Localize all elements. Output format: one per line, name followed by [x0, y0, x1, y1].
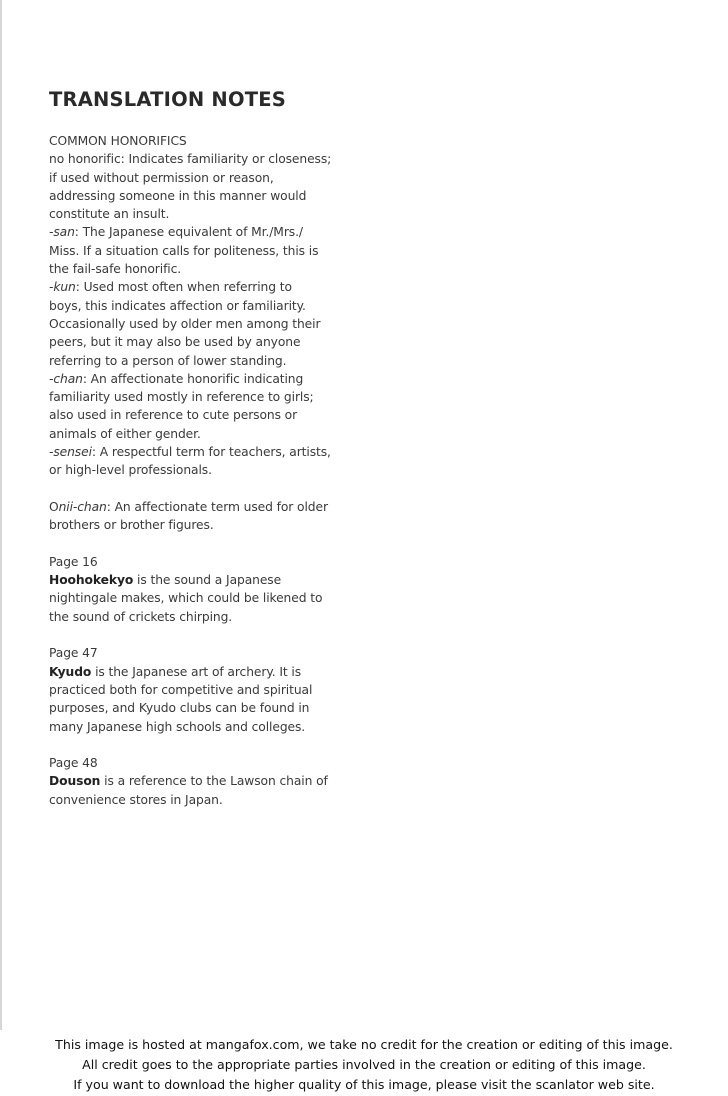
definition-text: : The Japanese equivalent of Mr./Mrs./: [74, 225, 303, 240]
text-line: boys, this indicates affection or familiarity.: [49, 298, 306, 313]
note-page-16: [49, 553, 339, 626]
text-line: purposes, and Kyudo clubs can be found in: [49, 701, 310, 716]
text-line: [49, 772, 339, 790]
text-line: no honorific: Indicates familiarity or closeness;: [49, 152, 332, 167]
footer-line: All credit goes to the appropriate parties involved in the creation or editing of this image.: [82, 1057, 646, 1072]
text-line: or high-level professionals.: [49, 463, 212, 478]
definition-text: : An affectionate honorific indicating: [82, 371, 304, 386]
text-line: [49, 663, 339, 681]
paragraph-gap: [49, 736, 339, 754]
text-line: many Japanese high schools and colleges.: [49, 719, 306, 734]
page-reference: Page 16: [49, 554, 98, 569]
text-line: if used without permission or reason,: [49, 170, 274, 185]
text-line: brothers or brother figures.: [49, 518, 214, 533]
paragraph-gap: [49, 535, 339, 553]
text-line: nightingale makes, which could be likened to: [49, 591, 323, 606]
text-line: [49, 571, 339, 589]
text-line: animals of either gender.: [49, 426, 201, 441]
text-line: [49, 223, 339, 241]
footer-line: This image is hosted at mangafox.com, we take no credit for the creation or editing of this image.: [55, 1037, 673, 1052]
paragraph-gap: [49, 480, 339, 498]
honorific-chan: [49, 370, 339, 443]
page-title: TRANSLATION NOTES: [49, 88, 286, 111]
honorific-none: [49, 150, 339, 223]
text-line: [49, 443, 339, 461]
footer-line: If you want to download the higher quality of this image, please visit the scanlator web site.: [73, 1077, 655, 1092]
page-reference: Page 47: [49, 646, 98, 661]
honorific-term: nii-chan: [58, 499, 107, 514]
text-line: peers, but it may also be used by anyone: [49, 335, 301, 350]
note-text: is the sound a Japanese: [133, 573, 282, 588]
text-line: Occasionally used by older men among their: [49, 316, 321, 331]
text-line: the fail-safe honorific.: [49, 262, 182, 277]
note-term: Hoohokekyo: [49, 573, 134, 588]
text-line: also used in reference to cute persons or: [49, 408, 298, 423]
note-text: is the Japanese art of archery. It is: [91, 664, 302, 679]
onii-chan-note: [49, 498, 339, 535]
text-line: practiced both for competitive and spiritual: [49, 682, 313, 697]
note-term: Douson: [49, 774, 101, 789]
note-text: is a reference to the Lawson chain of: [100, 774, 328, 789]
honorific-term: -kun: [49, 280, 76, 295]
page-edge-rule: [0, 0, 2, 1030]
term-prefix: O: [49, 499, 59, 514]
text-line: constitute an insult.: [49, 207, 170, 222]
note-page-48: [49, 754, 339, 809]
paragraph-gap: [49, 626, 339, 644]
text-line: convenience stores in Japan.: [49, 792, 223, 807]
text-line: addressing someone in this manner would: [49, 188, 307, 203]
honorific-kun: [49, 278, 339, 369]
honorific-term: -chan: [49, 371, 83, 386]
hosting-credit-footer: [0, 1035, 728, 1095]
definition-text: : An affectionate term used for older: [106, 499, 328, 514]
definition-text: : A respectful term for teachers, artists,: [91, 445, 331, 460]
text-line: the sound of crickets chirping.: [49, 609, 233, 624]
note-term: Kyudo: [49, 664, 92, 679]
honorific-term: -sensei: [49, 445, 92, 460]
text-line: [49, 370, 339, 388]
honorific-san: [49, 223, 339, 278]
honorific-term: -san: [49, 225, 75, 240]
text-line: [49, 278, 339, 296]
text-line: [49, 498, 339, 516]
note-page-47: [49, 644, 339, 735]
text-line: referring to a person of lower standing.: [49, 353, 287, 368]
translation-notes-content: [49, 88, 339, 809]
honorific-sensei: [49, 443, 339, 480]
page-reference: Page 48: [49, 756, 98, 771]
text-line: familiarity used mostly in reference to girls;: [49, 390, 314, 405]
definition-text: : Used most often when referring to: [75, 280, 292, 295]
text-line: Miss. If a situation calls for politeness, this is: [49, 243, 319, 258]
section-heading: COMMON HONORIFICS: [49, 134, 187, 148]
